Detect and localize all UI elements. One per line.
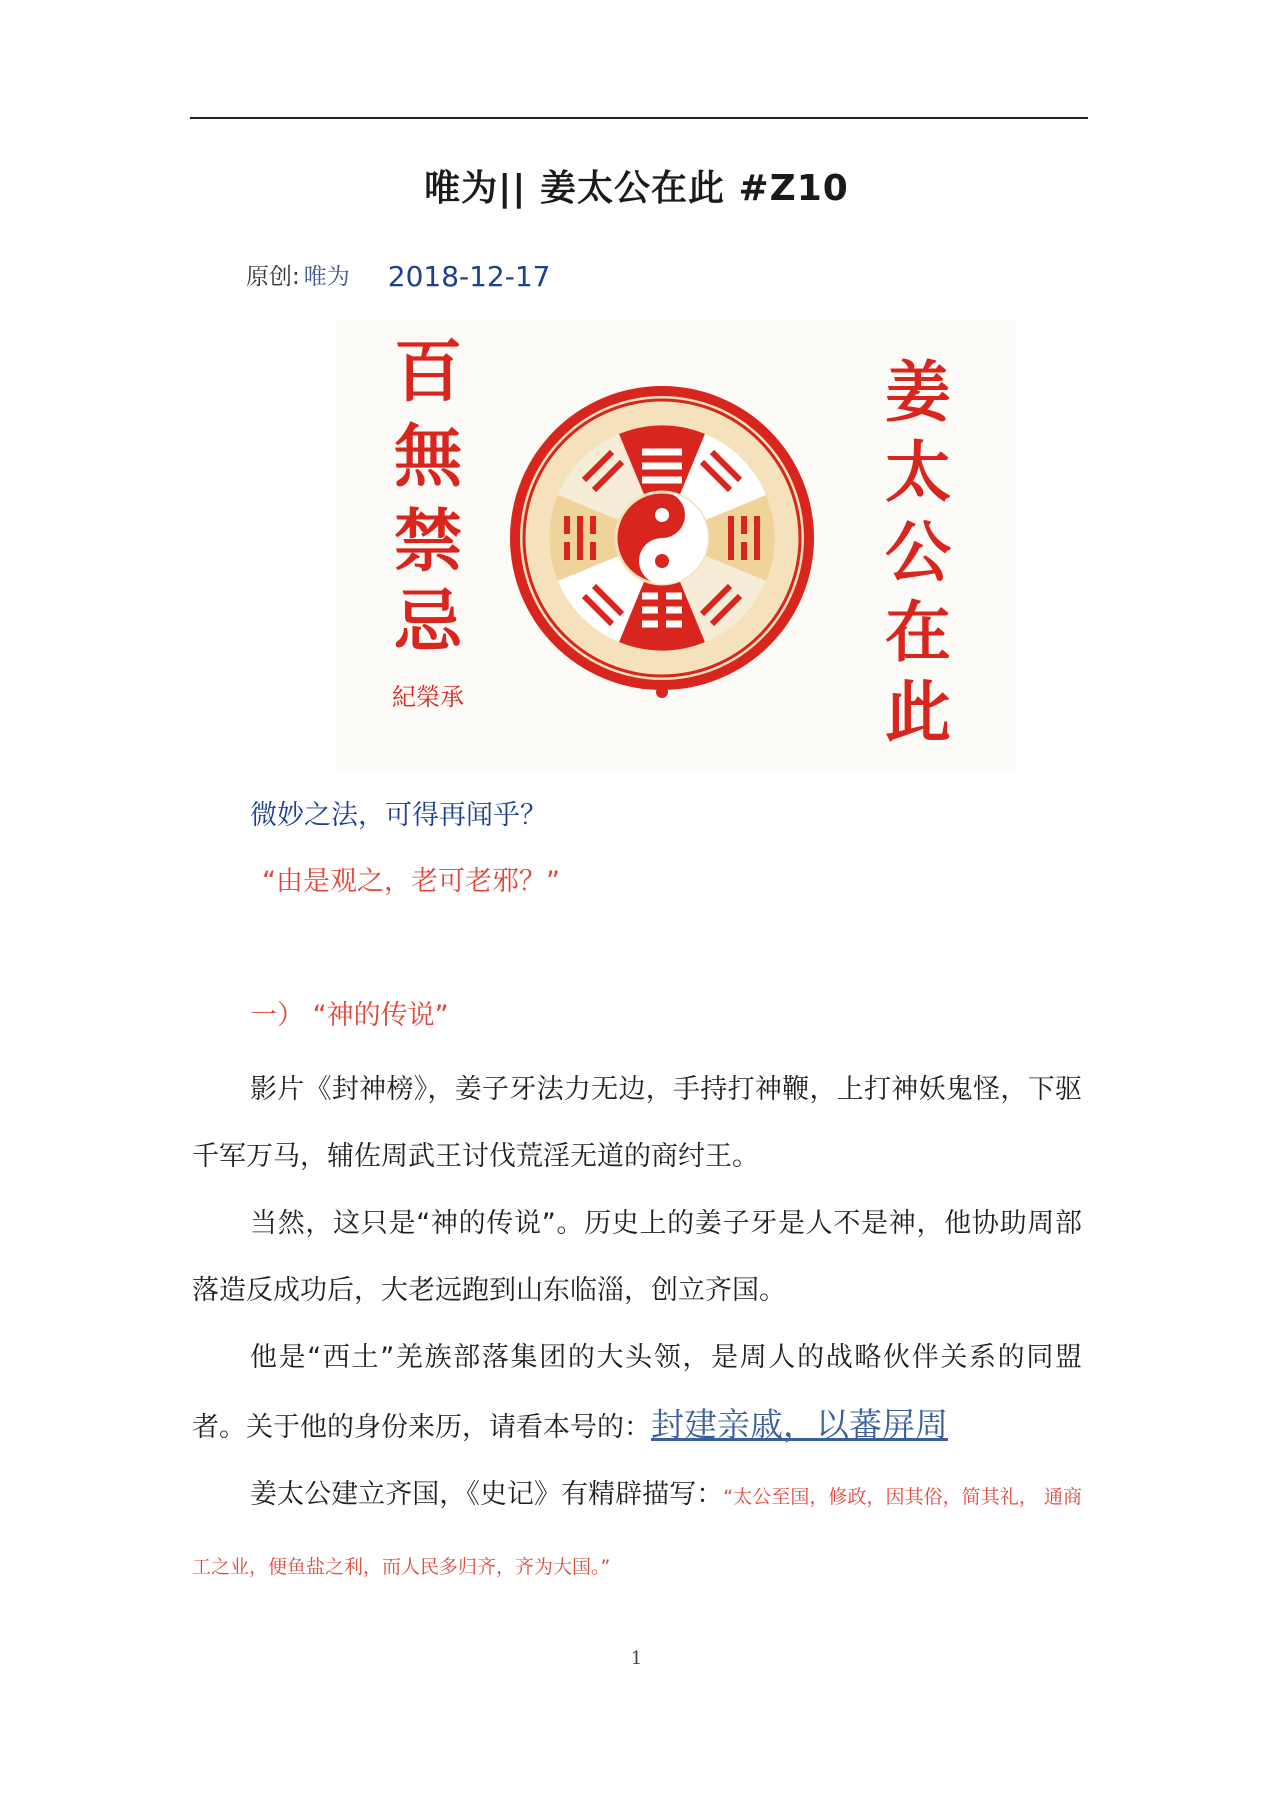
svg-text:無: 無 <box>393 417 463 497</box>
svg-text:姜: 姜 <box>885 353 951 431</box>
hero-image <box>336 320 1016 770</box>
paragraph-text: 他是“西土”羌族部落集团的大头领，是周人的战略伙伴关系的同盟者。关于他的身份来历，请看本号的： <box>192 1342 1082 1443</box>
svg-text:在: 在 <box>885 593 951 671</box>
page-title: 唯为|| 姜太公在此 #Z10 <box>424 168 849 209</box>
paragraph: 当然，这只是“神的传说”。历史上的姜子牙是人不是神，他协助周部落造反成功后，大老远跑到山东临淄，创立齐国。 <box>192 1208 1082 1306</box>
top-rule <box>190 117 1088 119</box>
meta-label: 原创: <box>246 264 300 290</box>
shiji-quote: “太公至国，修政，因其俗，简其礼， 通商工之业，便鱼盐之利，而人民多归齐，齐为大国。” <box>192 1486 1083 1578</box>
quote: “由是观之，老可老邪？” <box>262 866 560 897</box>
paragraph-text: 姜太公建立齐国，《史记》有精辟描写： <box>250 1479 724 1510</box>
svg-text:禁: 禁 <box>393 502 463 582</box>
page-number: 1 <box>630 1648 643 1669</box>
svg-text:太: 太 <box>885 433 951 511</box>
svg-text:公: 公 <box>885 513 951 591</box>
svg-text:百: 百 <box>393 332 463 412</box>
right-calligraphy <box>885 353 951 751</box>
author-link[interactable]: 唯为 <box>303 264 350 290</box>
paragraph: 影片《封神榜》，姜子牙法力无边，手持打神鞭，上打神妖鬼怪，下驱千军万马，辅佐周武王讨伐荒淫无道的商纣王。 <box>192 1074 1082 1172</box>
publish-date: 2018-12-17 <box>387 260 551 293</box>
article-body <box>192 1056 1082 1601</box>
article-link[interactable]: 封建亲戚，以蕃屏周 <box>651 1405 948 1444</box>
subtitle: 微妙之法，可得再闻乎？ <box>250 800 547 831</box>
paragraph <box>192 1461 1082 1601</box>
svg-text:忌: 忌 <box>393 582 463 662</box>
svg-text:此: 此 <box>885 673 951 751</box>
seal-signature: 紀榮承 <box>392 683 464 711</box>
paragraph <box>192 1324 1082 1461</box>
section-heading: 一） “神的传说” <box>250 1000 449 1031</box>
article-meta <box>246 258 550 291</box>
